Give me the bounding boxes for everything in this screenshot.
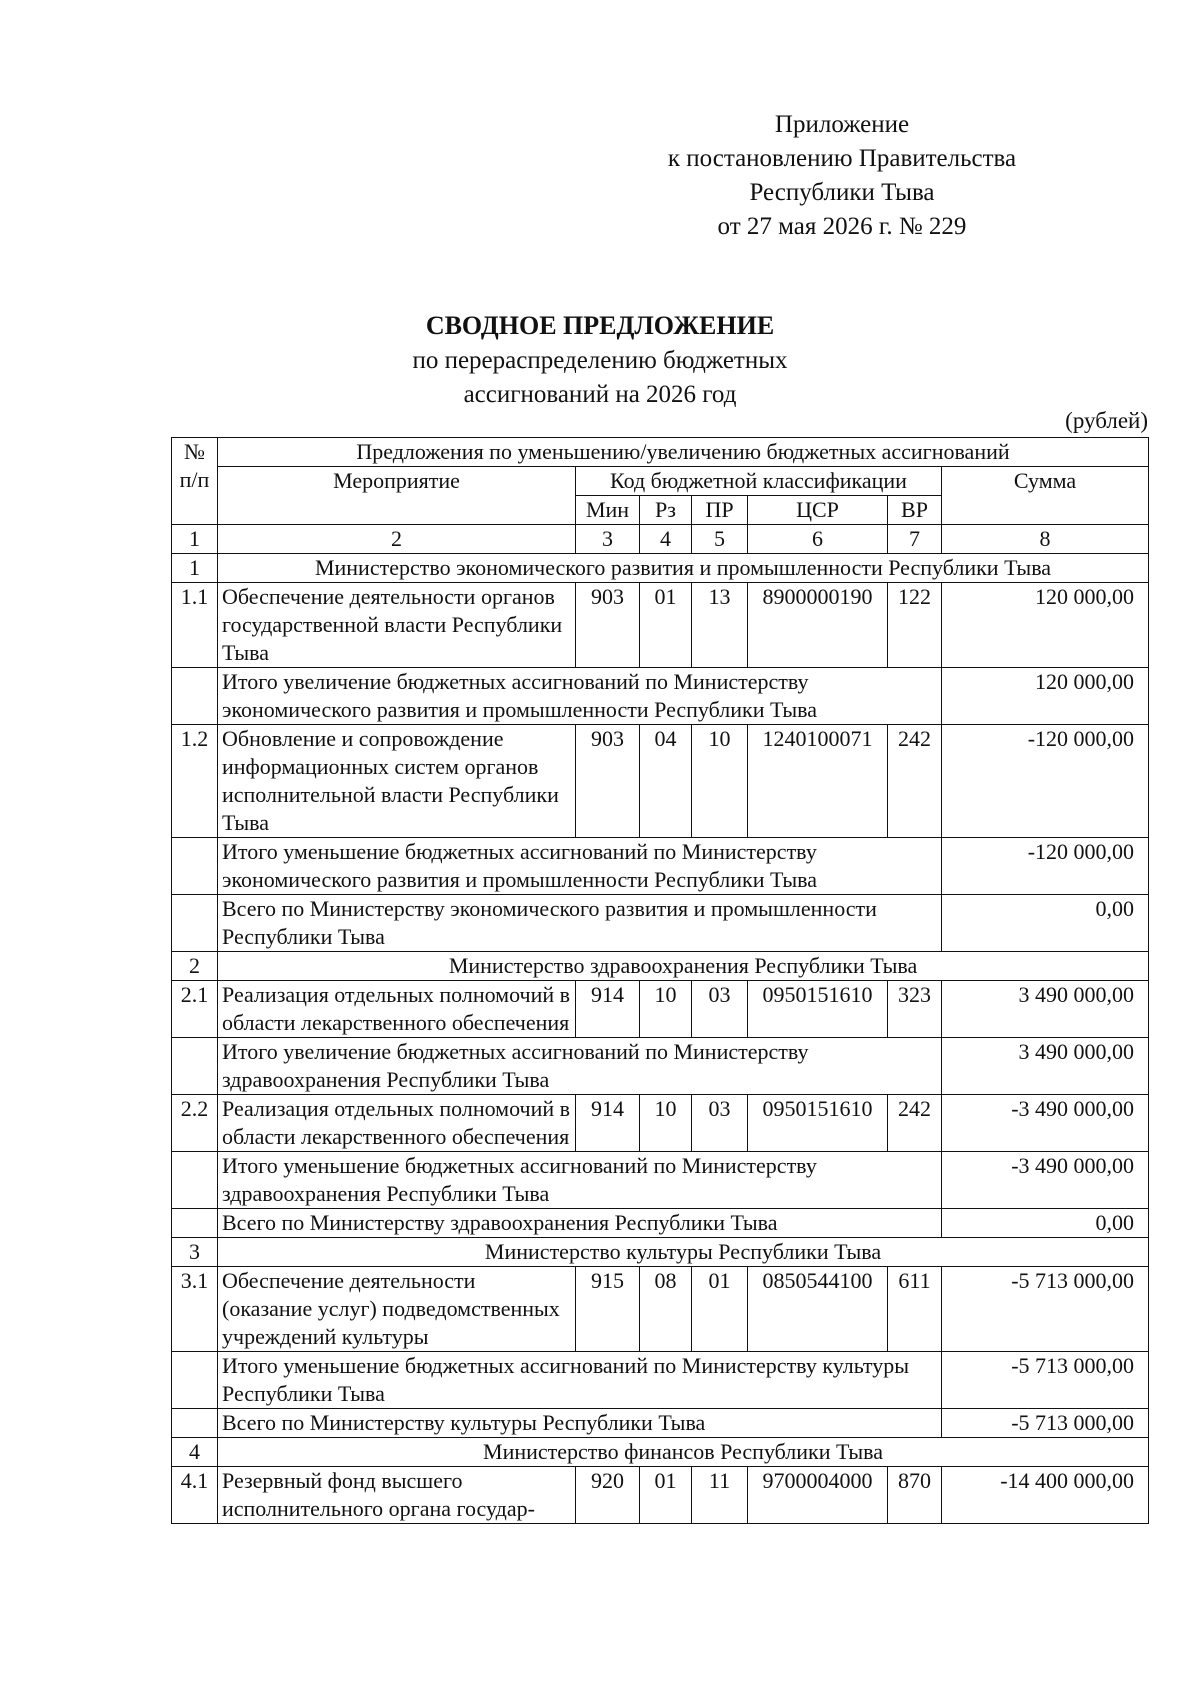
subtotal-sum: -120 000,00 [942,838,1149,895]
item-rz: 10 [640,1095,692,1152]
total-row [172,1409,1149,1438]
subtotal-row [172,1352,1149,1409]
total-text: Всего по Министерству экономического развития и промышленности Республики Тыва [218,895,942,952]
appendix-line-1: Приложение [774,111,910,138]
column-number: 5 [692,525,748,554]
item-number: 4.1 [172,1467,218,1524]
header-event: Мероприятие [218,467,576,525]
document-subtitle-2: ассигнований на 2026 год [463,381,737,408]
subtotal-text: Итого уменьшение бюджетных ассигнований по Министерству экономического развития и промышленности Республики Тыва [218,838,942,895]
subtotal-row [172,838,1149,895]
section-name: Министерство культуры Республики Тыва [218,1238,1149,1267]
subtotal-text: Итого увеличение бюджетных ассигнований по Министерству экономического развития и промышленности Республики Тыва [218,668,942,725]
item-row [172,981,1149,1038]
empty-cell [172,1209,218,1238]
item-sum: 120 000,00 [942,583,1149,668]
item-pr: 03 [692,1095,748,1152]
subtotal-sum: 3 490 000,00 [942,1038,1149,1095]
item-text: Реализация отдельных полномочий в области лекарственного обеспечения [218,981,576,1038]
item-text: Обеспечение деятельности (оказание услуг) подведомственных учреждений культуры [218,1267,576,1352]
section-name: Министерство экономического развития и промышленности Республики Тыва [218,554,1149,583]
item-number: 1.1 [172,583,218,668]
item-csr: 0850544100 [748,1267,888,1352]
item-text: Реализация отдельных полномочий в области лекарственного обеспечения [218,1095,576,1152]
item-min: 903 [576,725,640,838]
item-min: 914 [576,981,640,1038]
item-number: 2.2 [172,1095,218,1152]
item-row [172,1267,1149,1352]
header-pr: ПР [692,496,748,525]
header-num-line-1: № [184,439,205,464]
header-min: Мин [576,496,640,525]
item-rz: 01 [640,583,692,668]
header-group-title: Предложения по уменьшению/увеличению бюджетных ассигнований [218,438,1149,467]
column-number: 2 [218,525,576,554]
subtotal-row [172,1038,1149,1095]
header-num-cell [172,438,218,525]
item-pr: 10 [692,725,748,838]
subtotal-sum: -5 713 000,00 [942,1352,1149,1409]
item-vr: 122 [888,583,942,668]
item-pr: 01 [692,1267,748,1352]
header-num-line-2: п/п [179,467,210,492]
document-title: СВОДНОЕ ПРЕДЛОЖЕНИЕ [425,311,775,340]
section-number: 1 [172,554,218,583]
section-number: 3 [172,1238,218,1267]
subtotal-row [172,668,1149,725]
item-csr: 0950151610 [748,1095,888,1152]
total-text: Всего по Министерству здравоохранения Республики Тыва [218,1209,942,1238]
empty-cell [172,895,218,952]
item-number: 2.1 [172,981,218,1038]
section-row [172,1238,1149,1267]
column-number-row [172,525,1149,554]
total-sum: 0,00 [942,895,1149,952]
appendix-line-4: от 27 мая 2026 г. № 229 [717,213,967,240]
empty-cell [172,668,218,725]
empty-cell [172,1352,218,1409]
section-row [172,1438,1149,1467]
item-csr: 9700004000 [748,1467,888,1524]
column-number: 8 [942,525,1149,554]
column-number: 6 [748,525,888,554]
section-row [172,554,1149,583]
appendix-line-2: к постановлению Правительства [667,145,1017,172]
item-min: 920 [576,1467,640,1524]
section-number: 4 [172,1438,218,1467]
item-rz: 04 [640,725,692,838]
item-vr: 242 [888,1095,942,1152]
total-text: Всего по Министерству культуры Республики Тыва [218,1409,942,1438]
item-min: 914 [576,1095,640,1152]
empty-cell [172,1038,218,1095]
item-csr: 8900000190 [748,583,888,668]
item-sum: -14 400 000,00 [942,1467,1149,1524]
item-sum: -5 713 000,00 [942,1267,1149,1352]
item-text: Резервный фонд высшего исполнительного органа государ- [218,1467,576,1524]
total-sum: -5 713 000,00 [942,1409,1149,1438]
total-row [172,1209,1149,1238]
item-number: 1.2 [172,725,218,838]
header-sum: Сумма [942,467,1149,525]
item-vr: 242 [888,725,942,838]
item-rz: 01 [640,1467,692,1524]
item-csr: 1240100071 [748,725,888,838]
column-number: 4 [640,525,692,554]
item-vr: 870 [888,1467,942,1524]
item-sum: 3 490 000,00 [942,981,1149,1038]
subtotal-sum: -3 490 000,00 [942,1152,1149,1209]
item-row [172,1467,1149,1524]
total-row [172,895,1149,952]
item-csr: 0950151610 [748,981,888,1038]
appendix-line-3: Республики Тыва [749,179,935,206]
subtotal-sum: 120 000,00 [942,668,1149,725]
budget-table [171,437,1149,1524]
document-title-block [0,308,1200,412]
section-name: Министерство здравоохранения Республики Тыва [218,952,1149,981]
subtotal-text: Итого уменьшение бюджетных ассигнований по Министерству культуры Республики Тыва [218,1352,942,1409]
item-row [172,725,1149,838]
section-row [172,952,1149,981]
empty-cell [172,1152,218,1209]
empty-cell [172,838,218,895]
section-name: Министерство финансов Республики Тыва [218,1438,1149,1467]
section-number: 2 [172,952,218,981]
subtotal-text: Итого увеличение бюджетных ассигнований по Министерству здравоохранения Республики Тыва [218,1038,942,1095]
units-label: (рублей) [1065,408,1148,433]
item-pr: 03 [692,981,748,1038]
item-rz: 08 [640,1267,692,1352]
header-csr: ЦСР [748,496,888,525]
appendix-block [632,108,1052,244]
item-sum: -120 000,00 [942,725,1149,838]
document-subtitle-1: по перераспределению бюджетных [412,347,788,374]
item-number: 3.1 [172,1267,218,1352]
column-number: 7 [888,525,942,554]
item-rz: 10 [640,981,692,1038]
item-text: Обеспечение деятельности органов государственной власти Республики Тыва [218,583,576,668]
column-number: 3 [576,525,640,554]
item-row [172,583,1149,668]
header-row-2 [172,467,1149,496]
subtotal-row [172,1152,1149,1209]
item-pr: 11 [692,1467,748,1524]
column-number: 1 [172,525,218,554]
item-pr: 13 [692,583,748,668]
header-vr: ВР [888,496,942,525]
item-vr: 323 [888,981,942,1038]
item-min: 903 [576,583,640,668]
item-row [172,1095,1149,1152]
item-min: 915 [576,1267,640,1352]
header-rz: Рз [640,496,692,525]
subtotal-text: Итого уменьшение бюджетных ассигнований по Министерству здравоохранения Республики Тыва [218,1152,942,1209]
total-sum: 0,00 [942,1209,1149,1238]
item-text: Обновление и сопровождение информационных систем органов исполнительной власти Республики Тыва [218,725,576,838]
item-sum: -3 490 000,00 [942,1095,1149,1152]
header-code-group: Код бюджетной классификации [576,467,942,496]
item-vr: 611 [888,1267,942,1352]
empty-cell [172,1409,218,1438]
header-row-1 [172,438,1149,467]
